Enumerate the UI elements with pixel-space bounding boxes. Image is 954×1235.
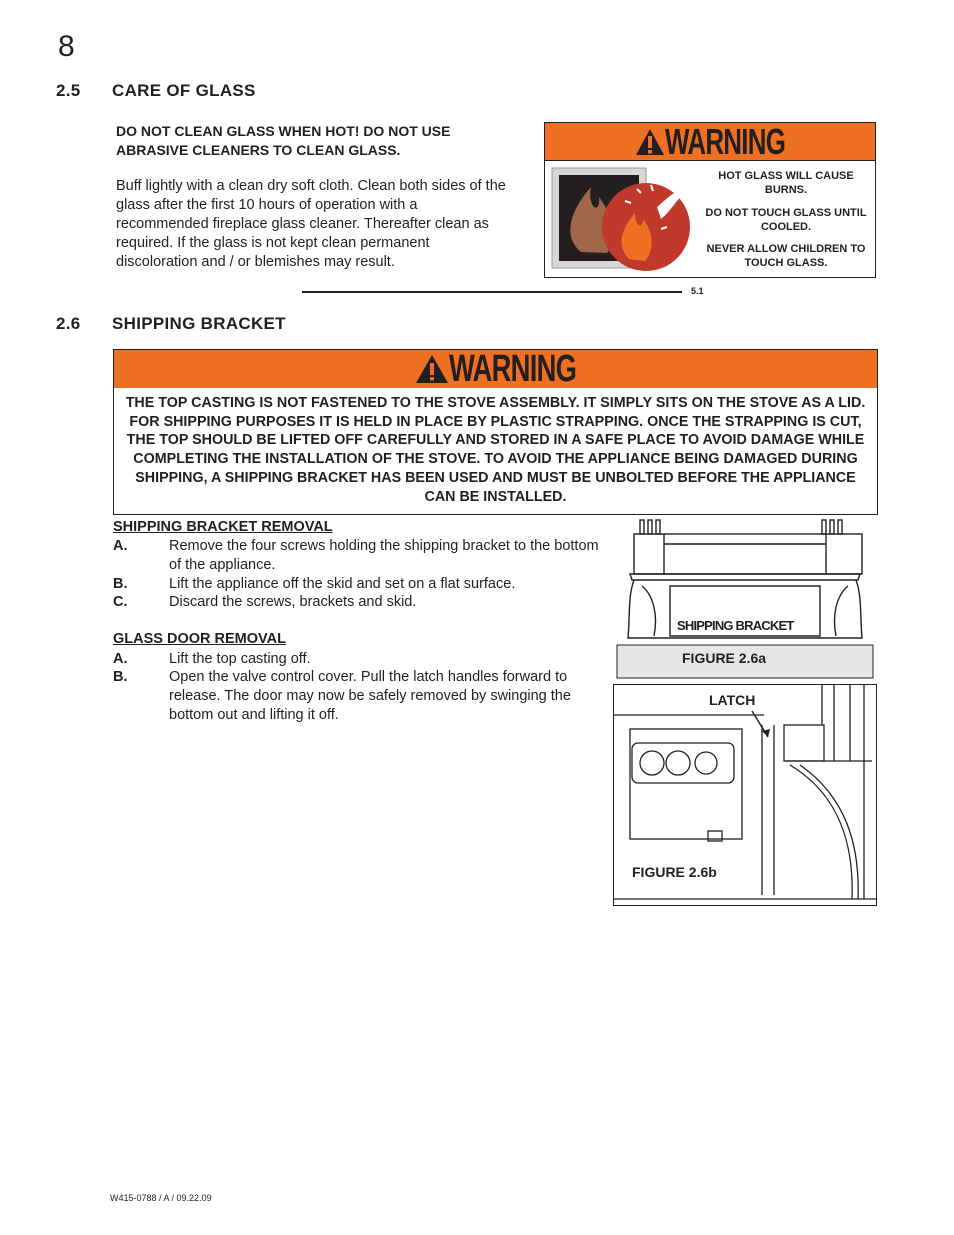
section-number: 2.6 <box>56 314 81 333</box>
shipping-bracket-removal-heading: SHIPPING BRACKET REMOVAL <box>113 519 333 535</box>
warning-word: WARNING <box>665 120 786 162</box>
latch-callout: LATCH <box>709 692 756 708</box>
document-footer: W415-0788 / A / 09.22.09 <box>110 1193 212 1203</box>
hot-glass-burn-icon <box>551 167 691 273</box>
glass-care-text: Buff lightly with a clean dry soft cloth. Clean both sides of the glass after the first 10 hours of operation with a recommended fireplace glass cleaner. Thereafter clean as required. If the glass is not kept clean permanent discoloration and / or blemishes may result. <box>116 178 506 270</box>
warning-triangle-icon <box>635 128 665 156</box>
warning-text: THE TOP CASTING IS NOT FASTENED TO THE STOVE ASSEMBLY. IT SIMPLY SITS ON THE STOVE AS A LID. FOR SHIPPING PURPOSES IT IS HELD IN PLACE BY PLASTIC STRAPPING. ONCE THE STRAPPING IS CUT, THE TOP SHOULD BE LIFTED OFF CAREFULLY AND STORED IN A SAFE PLACE TO AVOID DAMAGE WHILE COMPLETING THE INSTALLATION OF THE STOVE. TO AVOID THE APPLIANCE BEING DAMAGED DURING SHIPPING, A SHIPPING BRACKET HAS BEEN USED AND MUST BE UNBOLTED BEFORE THE APPLIANCE CAN BE INSTALLED. <box>125 395 866 505</box>
page-number: 8 <box>58 30 75 63</box>
shipping-bracket-callout: SHIPPING BRACKET <box>677 618 794 633</box>
glass-caution: DO NOT CLEAN GLASS WHEN HOT! DO NOT USE ABRASIVE CLEANERS TO CLEAN GLASS. <box>116 123 451 158</box>
warning-triangle-icon <box>415 354 449 384</box>
section-title: CARE OF GLASS <box>112 81 256 100</box>
warning-word: WARNING <box>448 347 576 390</box>
section-title: SHIPPING BRACKET <box>112 314 286 333</box>
figure-2-6b-caption: FIGURE 2.6b <box>632 864 717 880</box>
warning-banner <box>545 120 875 162</box>
warning-line-3: NEVER ALLOW CHILDREN TO TOUCH GLASS. <box>706 243 866 269</box>
section-number: 2.5 <box>56 81 81 100</box>
warning-banner <box>114 347 877 390</box>
section-2-6-heading <box>56 314 286 334</box>
label-reference: 5.1 <box>691 286 704 296</box>
warning-line-1: HOT GLASS WILL CAUSE BURNS. <box>718 170 854 196</box>
top-casting-warning <box>113 349 878 515</box>
figure-2-6a-caption: FIGURE 2.6a <box>682 650 767 666</box>
warning-line-2: DO NOT TOUCH GLASS UNTIL COOLED. <box>705 207 867 233</box>
label-divider <box>302 291 682 293</box>
hot-glass-warning-label <box>544 122 876 278</box>
glass-door-removal-heading: GLASS DOOR REMOVAL <box>113 631 286 647</box>
section-2-5-heading <box>56 81 256 101</box>
